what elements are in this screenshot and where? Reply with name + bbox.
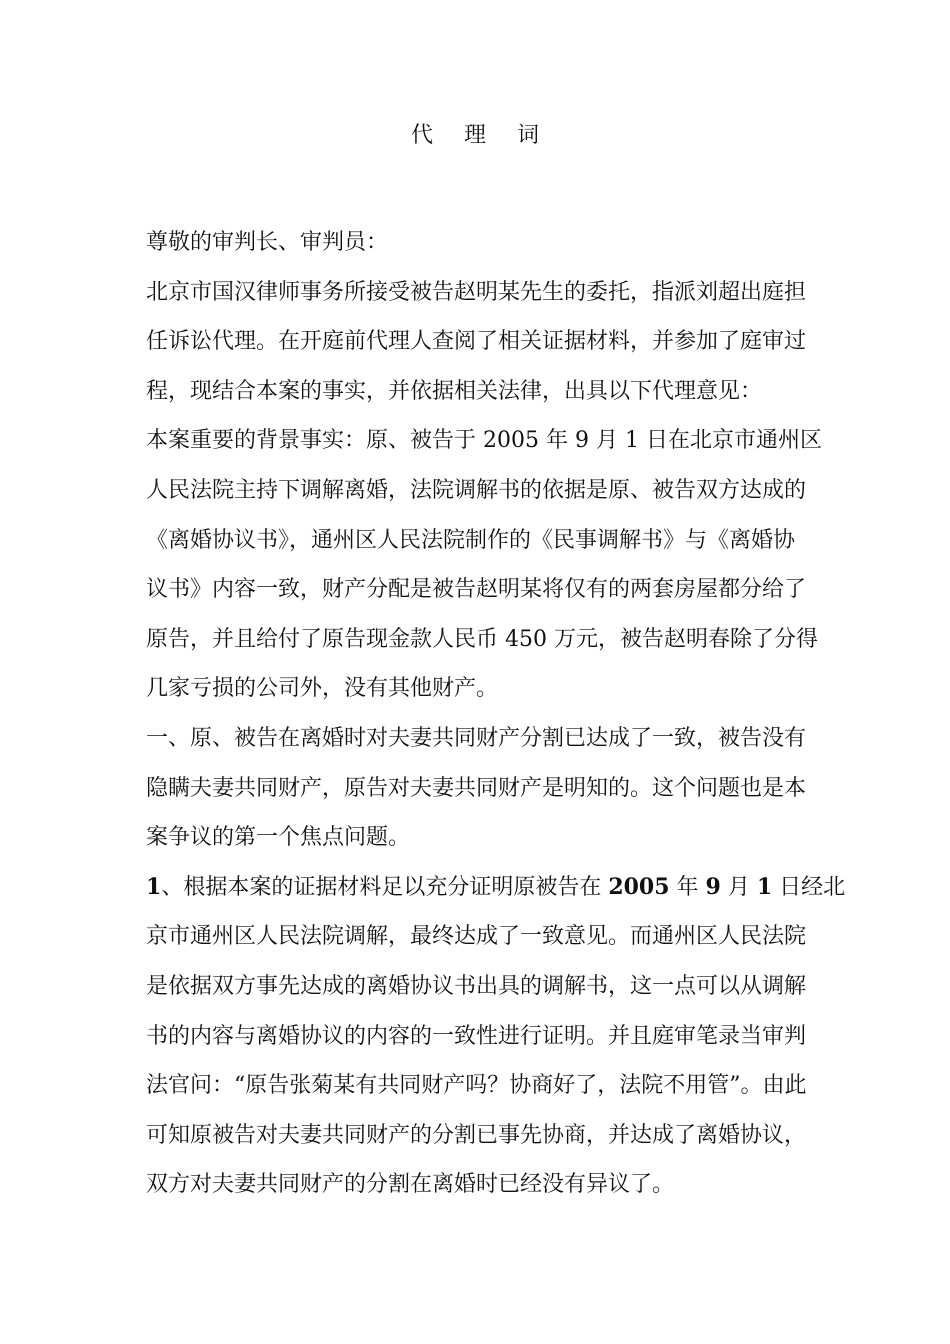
document-body xyxy=(146,218,846,1210)
text-line: 一、原、被告在离婚时对夫妻共同财产分割已达成了一致，被告没有 xyxy=(146,725,807,751)
paragraph-point-one xyxy=(146,863,846,1210)
salutation xyxy=(146,218,812,268)
text-line: 人民法院主持下调解离婚，法院调解书的依据是原、被告双方达成的 xyxy=(146,477,807,503)
paragraph-intro xyxy=(146,268,812,417)
text-line: 程，现结合本案的事实，并依据相关法律，出具以下代理意见： xyxy=(146,378,763,404)
date-month: 9 xyxy=(705,873,721,900)
text-line: 可知原被告对夫妻共同财产的分割已事先协商，并达成了离婚协议， xyxy=(146,1122,807,1148)
text-line: 双方对夫妻共同财产的分割在离婚时已经没有异议了。 xyxy=(146,1172,675,1198)
text-run: 月 xyxy=(720,874,757,900)
text-line: 书的内容与离婚协议的内容的一致性进行证明。并且庭审笔录当审判 xyxy=(146,1023,807,1049)
text-run: 年 xyxy=(669,874,706,900)
text-line: 尊敬的审判长、审判员： xyxy=(146,230,389,255)
point-number: 1 xyxy=(146,873,162,900)
paragraph-background-facts xyxy=(146,416,822,714)
text-line xyxy=(146,863,846,913)
text-line: 几家亏损的公司外，没有其他财产。 xyxy=(146,676,499,702)
text-run: 日经北 xyxy=(772,874,846,900)
text-line: 是依据双方事先达成的离婚协议书出具的调解书，这一点可以从调解 xyxy=(146,973,807,999)
text-line: 隐瞒夫妻共同财产，原告对夫妻共同财产是明知的。这个问题也是本 xyxy=(146,775,807,801)
paragraph-section-one-heading xyxy=(146,714,812,863)
date-day: 1 xyxy=(756,873,773,900)
text-line: 任诉讼代理。在开庭前代理人查阅了相关证据材料，并参加了庭审过 xyxy=(146,329,807,355)
text-line: 议书》内容一致，财产分配是被告赵明某将仅有的两套房屋都分给了 xyxy=(146,577,807,603)
text-line: 《离婚协议书》，通州区人民法院制作的《民事调解书》与《离婚协 xyxy=(146,527,796,553)
text-line: 法官问：“原告张菊某有共同财产吗？协商好了，法院不用管”。由此 xyxy=(146,1073,807,1099)
date-year: 2005 xyxy=(608,873,670,900)
text-line: 案争议的第一个焦点问题。 xyxy=(146,825,411,851)
text-line: 原告，并且给付了原告现金款人民币 450 万元，被告赵明春除了分得 xyxy=(146,626,818,652)
document-title: 代 理 词 xyxy=(411,123,551,148)
text-line: 本案重要的背景事实：原、被告于 2005 年 9 月 1 日在北京市通州区 xyxy=(146,428,822,454)
text-run: 、根据本案的证据材料足以充分证明原被告在 xyxy=(161,874,609,900)
text-line: 京市通州区人民法院调解，最终达成了一致意见。而通州区人民法院 xyxy=(146,924,807,950)
text-line: 北京市国汉律师事务所接受被告赵明某先生的委托，指派刘超出庭担 xyxy=(146,279,807,305)
